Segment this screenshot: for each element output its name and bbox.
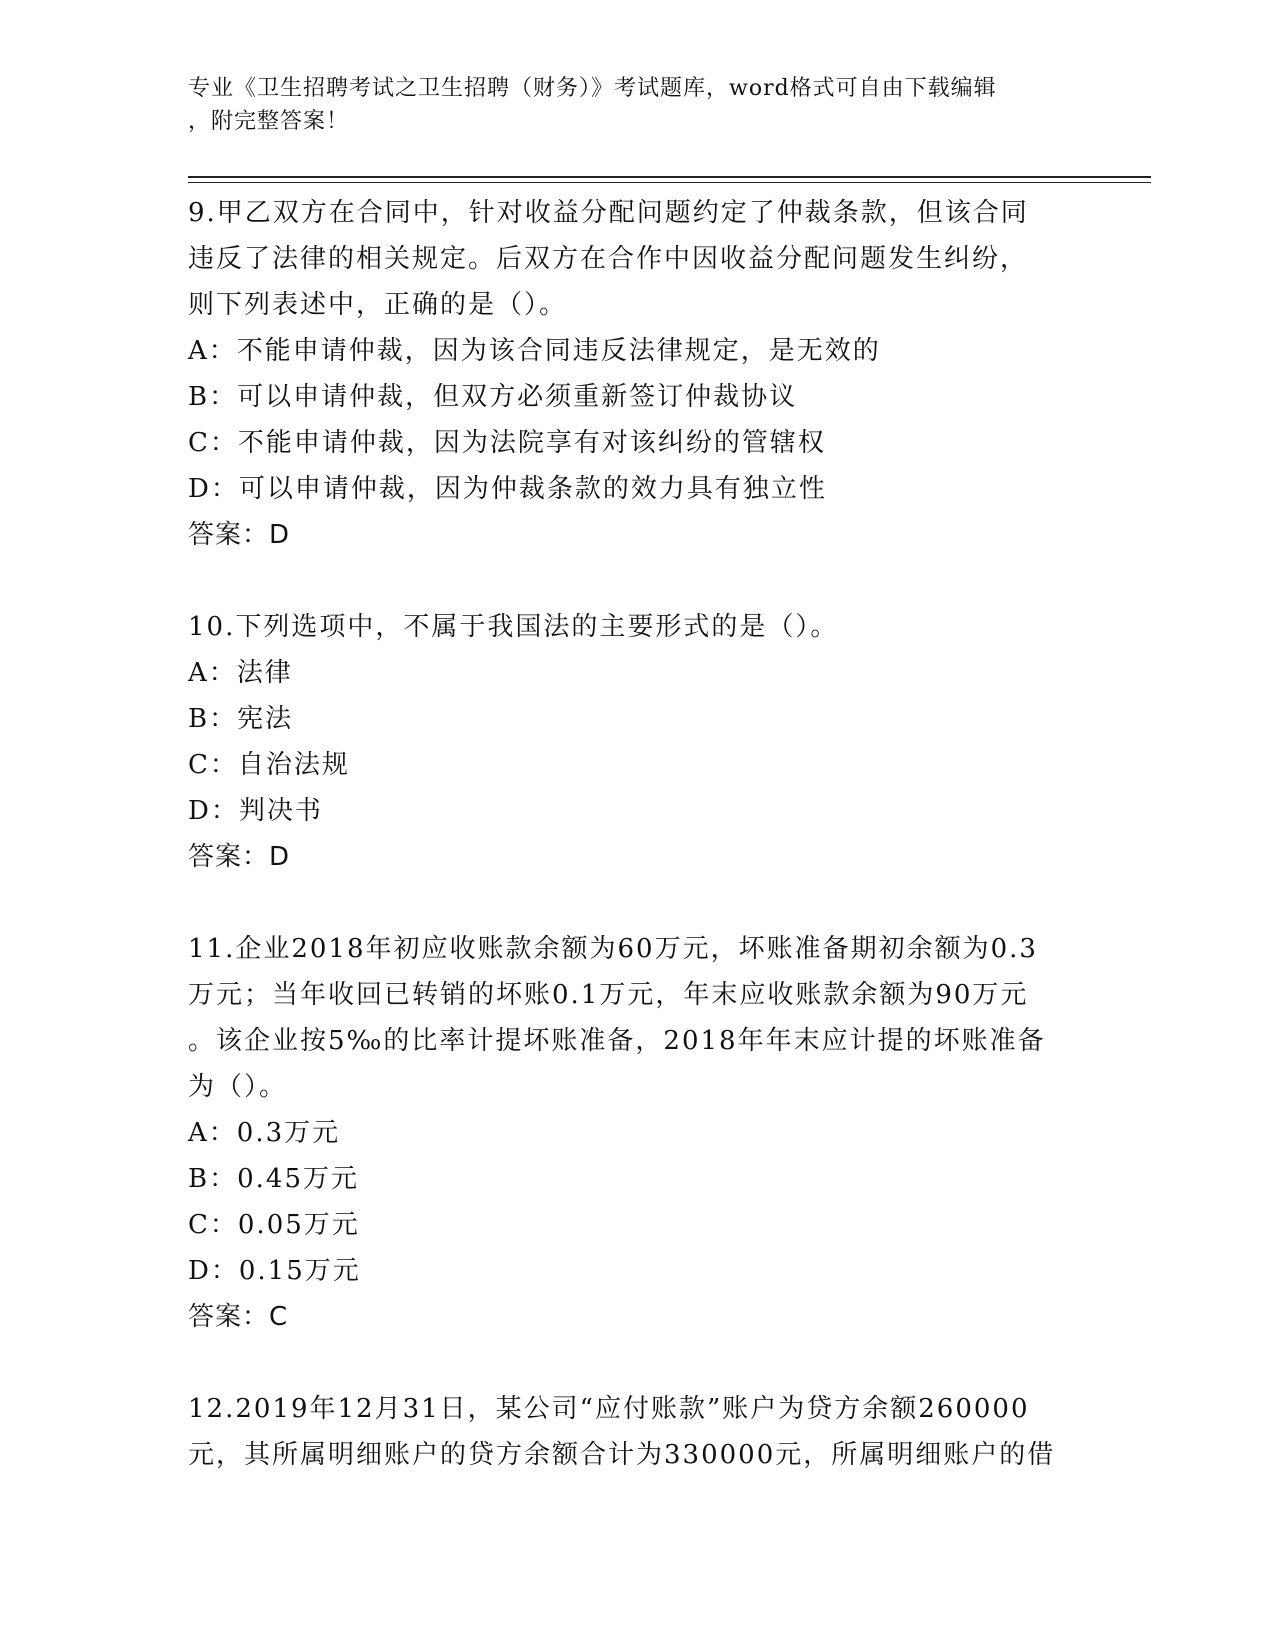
option-a: A：法律	[188, 658, 293, 688]
question-stem-line: 为（）。	[188, 1072, 288, 1102]
option-b: B：可以申请仲裁，但双方必须重新签订仲裁协议	[188, 382, 798, 412]
question-9	[188, 190, 1078, 558]
option-d: D：判决书	[188, 796, 323, 826]
answer: 答案：C	[188, 1302, 289, 1332]
option-d: D：可以申请仲裁，因为仲裁条款的效力具有独立性	[188, 474, 827, 504]
question-stem-line: 万元；当年收回已转销的坏账0.1万元，年末应收账款余额为90万元	[188, 980, 1029, 1010]
question-stem-line: 11.企业2018年初应收账款余额为60万元，坏账准备期初余额为0.3	[188, 934, 1038, 964]
question-stem-line: 12.2019年12月31日，某公司“应付账款”账户为贷方余额260000	[188, 1394, 1030, 1424]
option-d: D：0.15万元	[188, 1256, 361, 1286]
header-line-2: ，附完整答案！	[188, 109, 350, 134]
answer: 答案：D	[188, 520, 291, 550]
option-c: C：0.05万元	[188, 1210, 360, 1240]
question-12	[188, 1386, 1078, 1478]
answer: 答案：D	[188, 842, 291, 872]
question-stem-line: 10.下列选项中，不属于我国法的主要形式的是（）。	[188, 612, 839, 642]
document-header	[188, 72, 1088, 138]
question-11	[188, 926, 1078, 1340]
header-line-1: 专业《卫生招聘考试之卫生招聘（财务）》考试题库，word格式可自由下载编辑	[188, 76, 997, 101]
question-10	[188, 604, 1078, 880]
option-b: B：宪法	[188, 704, 294, 734]
question-stem-line: 元，其所属明细账户的贷方余额合计为330000元，所属明细账户的借	[188, 1440, 1056, 1470]
option-a: A：不能申请仲裁，因为该合同违反法律规定，是无效的	[188, 336, 881, 366]
question-stem-line: 。该企业按5‰的比率计提坏账准备，2018年年末应计提的坏账准备	[188, 1026, 1046, 1056]
question-stem-line: 则下列表述中，正确的是（）。	[188, 290, 568, 320]
question-list	[188, 190, 1078, 1524]
header-divider-thin	[188, 182, 1151, 183]
header-divider-thick	[188, 176, 1151, 178]
option-c: C：自治法规	[188, 750, 350, 780]
question-stem-line: 违反了法律的相关规定。后双方在合作中因收益分配问题发生纠纷，	[188, 244, 1029, 274]
option-c: C：不能申请仲裁，因为法院享有对该纠纷的管辖权	[188, 428, 826, 458]
option-b: B：0.45万元	[188, 1164, 359, 1194]
question-stem-line: 9.甲乙双方在合同中，针对收益分配问题约定了仲裁条款，但该合同	[188, 198, 1029, 228]
option-a: A：0.3万元	[188, 1118, 341, 1148]
